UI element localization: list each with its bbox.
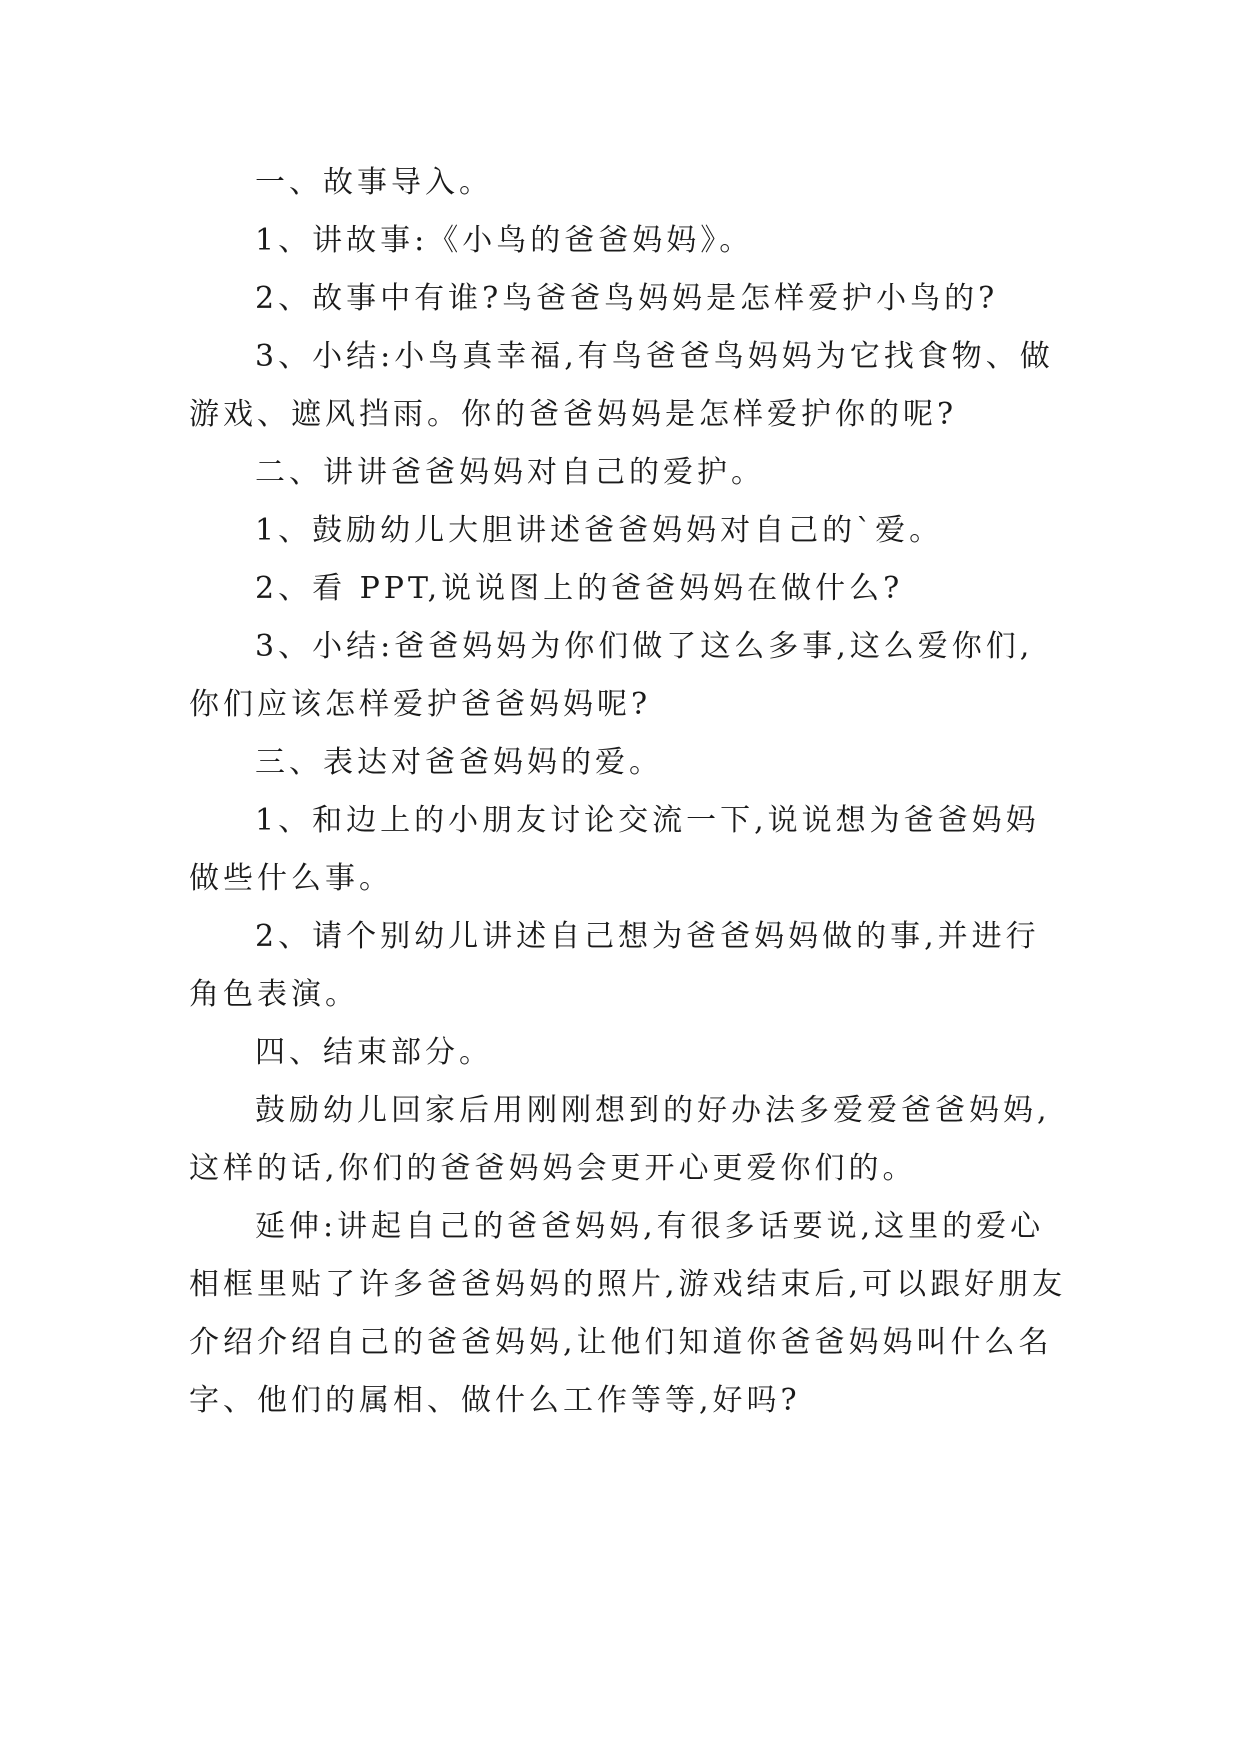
paragraph: 2、故事中有谁?鸟爸爸鸟妈妈是怎样爱护小鸟的? — [255, 281, 999, 316]
section-heading-3: 三、表达对爸爸妈妈的爱。 — [255, 745, 663, 780]
paragraph: 3、小结:爸爸妈妈为你们做了这么多事,这么爱你们,你们应该怎样爱护爸爸妈妈呢? — [189, 629, 1034, 722]
paragraph: 2、看 PPT,说说图上的爸爸妈妈在做什么? — [255, 571, 904, 606]
section-heading-1: 一、故事导入。 — [255, 165, 493, 200]
section-heading-2: 二、讲讲爸爸妈妈对自己的爱护。 — [255, 455, 765, 490]
paragraph: 3、小结:小鸟真幸福,有鸟爸爸鸟妈妈为它找食物、做游戏、遮风挡雨。你的爸爸妈妈是怎样爱护你的呢? — [189, 339, 1054, 432]
paragraph: 1、讲故事:《小鸟的爸爸妈妈》。 — [255, 223, 754, 258]
document-body — [189, 154, 1067, 1430]
paragraph: 1、和边上的小朋友讨论交流一下,说说想为爸爸妈妈做些什么事。 — [189, 803, 1040, 896]
section-heading-4: 四、结束部分。 — [255, 1035, 493, 1070]
paragraph: 鼓励幼儿回家后用刚刚想到的好办法多爱爱爸爸妈妈,这样的话,你们的爸爸妈妈会更开心更爱你们的。 — [189, 1093, 1051, 1186]
paragraph: 2、请个别幼儿讲述自己想为爸爸妈妈做的事,并进行角色表演。 — [189, 919, 1040, 1012]
paragraph: 1、鼓励幼儿大胆讲述爸爸妈妈对自己的`爱。 — [255, 513, 944, 548]
paragraph: 延伸:讲起自己的爸爸妈妈,有很多话要说,这里的爱心相框里贴了许多爸爸妈妈的照片,游戏结束后,可以跟好朋友介绍介绍自己的爸爸妈妈,让他们知道你爸爸妈妈叫什么名字、他们的属相、做什么工作等等,好吗? — [189, 1209, 1067, 1418]
